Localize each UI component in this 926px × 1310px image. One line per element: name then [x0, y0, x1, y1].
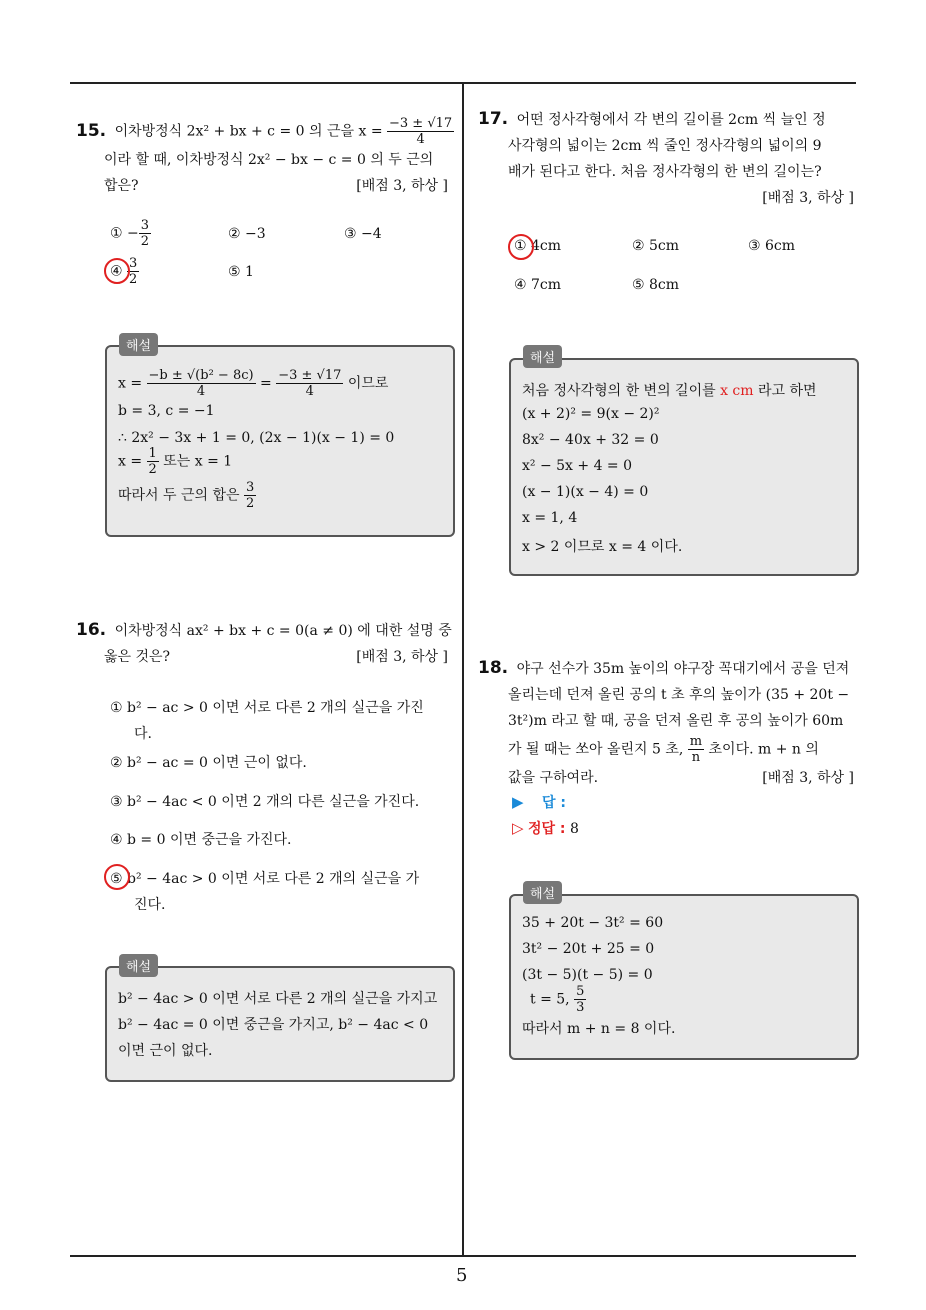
choice-3[interactable]: ③ 6cm — [748, 238, 796, 254]
solution-tag: 해설 — [523, 345, 562, 368]
fraction: $\frac{m}{n}$ — [689, 734, 703, 765]
question-text: 올리는데 던져 올린 공의 t 초 후의 높이가 (35 + 20t − — [508, 687, 850, 703]
solution-line-2: (x + 2)² = 9(x − 2)² — [522, 406, 660, 422]
key-label: 정답 : — [528, 821, 566, 837]
score-label: [배점 3, 하상 ] — [762, 190, 854, 206]
solution-line-5: (x − 1)(x − 4) = 0 — [522, 484, 649, 500]
solution-line-3: ∴ 2x² − 3x + 1 = 0, (2x − 1)(x − 1) = 0 — [118, 430, 395, 446]
question-text: 가 될 때는 쏘아 올린지 5 초, — [508, 741, 688, 758]
solution-line-4: x = $\frac{1}{2}$ 또는 x = 1 — [118, 446, 233, 477]
solution-line-2: b = 3, c = −1 — [118, 403, 215, 419]
choice-4[interactable]: ④ b = 0 이면 중근을 가진다. — [110, 832, 292, 848]
choice-3[interactable]: ③ −4 — [344, 226, 382, 242]
answer-row — [512, 792, 566, 812]
choice-5-cont: 진다. — [134, 897, 166, 913]
column-divider — [462, 82, 464, 1256]
choice-1-cont: 다. — [134, 726, 152, 742]
solution-line-4: x² − 5x + 4 = 0 — [522, 458, 633, 474]
solution-line-5: 따라서 두 근의 합은 $\frac{3}{2}$ — [118, 480, 255, 511]
solution-tag: 해설 — [119, 333, 158, 356]
question-18 — [478, 655, 858, 791]
answer-label: 답 : — [542, 795, 566, 811]
solution-line-1: b² − 4ac > 0 이면 서로 다른 2 개의 실근을 가지고 — [118, 991, 438, 1007]
choice-5[interactable]: ⑤ 1 — [228, 264, 254, 280]
choice-1[interactable]: ① b² − ac > 0 이면 서로 다른 2 개의 실근을 가진 — [110, 700, 424, 716]
solution-line-3: (3t − 5)(t − 5) = 0 — [522, 967, 653, 983]
solution-tag: 해설 — [119, 954, 158, 977]
question-text: 이차방정식 ax² + bx + c = 0(a ≠ 0) 에 대한 설명 중 — [114, 623, 452, 639]
solution-line-6: x = 1, 4 — [522, 510, 578, 526]
key-row — [512, 818, 579, 838]
solution-line-7: x > 2 이므로 x = 4 이다. — [522, 539, 683, 555]
fraction: $\frac{-3 \pm √17}{4}$ — [389, 116, 453, 147]
question-text: 합은? — [104, 178, 139, 194]
solution-tag: 해설 — [523, 881, 562, 904]
solution-line-2: b² − 4ac = 0 이면 중근을 가지고, b² − 4ac < 0 — [118, 1017, 429, 1033]
solution-line-1: x = $\frac{\text{−b ± √(b² − 8c)}}{4}$ = $\frac{-3 \pm √17}{4}$ 이므로 — [118, 368, 389, 399]
choice-4[interactable]: ④ 7cm — [514, 277, 562, 293]
question-text: 옳은 것은? — [104, 649, 171, 665]
answer-mark-circle — [104, 258, 130, 284]
question-text: 이차방정식 2x² + bx + c = 0 의 근을 x = — [114, 123, 388, 140]
question-text: 초이다. m + n 의 — [704, 741, 819, 758]
question-number: 18. — [478, 658, 509, 678]
score-label: [배점 3, 하상 ] — [356, 178, 448, 194]
choice-2[interactable]: ② 5cm — [632, 238, 680, 254]
score-label: [배점 3, 하상 ] — [762, 770, 854, 786]
choice-2[interactable]: ② −3 — [228, 226, 266, 242]
question-16 — [76, 617, 454, 670]
solution-line-3: 8x² − 40x + 32 = 0 — [522, 432, 659, 448]
choice-1[interactable]: ① 4cm — [514, 238, 562, 254]
choice-2[interactable]: ② b² − ac = 0 이면 근이 없다. — [110, 755, 307, 771]
choice-3[interactable]: ③ b² − 4ac < 0 이면 2 개의 다른 실근을 가진다. — [110, 794, 420, 810]
answer-mark-circle — [104, 864, 130, 890]
question-15 — [76, 116, 454, 199]
solution-line-4: t = 5, $\frac{5}{3}$ — [530, 984, 585, 1015]
question-number: 15. — [76, 120, 107, 141]
question-text: 3t²)m 라고 할 때, 공을 던져 올린 후 공의 높이가 60m — [508, 713, 844, 729]
solution-line-3: 이면 근이 없다. — [118, 1043, 213, 1059]
choice-5[interactable]: ⑤ b² − 4ac > 0 이면 서로 다른 2 개의 실근을 가 — [110, 871, 420, 887]
question-text: 야구 선수가 35m 높이의 야구장 꼭대기에서 공을 던져 — [516, 661, 850, 677]
choice-4[interactable]: ④ $\frac{3}{2}$ — [110, 256, 138, 287]
question-text: 배가 된다고 한다. 처음 정사각형의 한 변의 길이는? — [508, 164, 822, 180]
question-number: 16. — [76, 620, 107, 640]
solution-line-5: 따라서 m + n = 8 이다. — [522, 1021, 676, 1037]
score-label: [배점 3, 하상 ] — [356, 649, 448, 665]
question-text: 이라 할 때, 이차방정식 2x² − bx − c = 0 의 두 근의 — [104, 152, 434, 168]
play-icon: ▶ — [512, 793, 524, 811]
page-number: 5 — [456, 1265, 468, 1286]
key-value: 8 — [569, 821, 579, 837]
answer-mark-circle — [508, 234, 534, 260]
question-text: 사각형의 넓이는 2cm 씩 줄인 정사각형의 넓이의 9 — [508, 138, 822, 154]
choice-1[interactable]: ① − $\frac{3}{2}$ — [110, 218, 150, 249]
question-number: 17. — [478, 109, 509, 129]
solution-line-1: 처음 정사각형의 한 변의 길이를 x cm 라고 하면 — [522, 383, 817, 399]
choice-5[interactable]: ⑤ 8cm — [632, 277, 680, 293]
solution-line-1: 35 + 20t − 3t² = 60 — [522, 915, 664, 931]
question-text: 값을 구하여라. — [508, 770, 599, 786]
question-text: 어떤 정사각형에서 각 변의 길이를 2cm 씩 늘인 정 — [516, 112, 826, 128]
bottom-rule — [70, 1255, 856, 1257]
question-17 — [478, 106, 858, 211]
outline-play-icon: ▷ — [512, 819, 524, 837]
solution-line-2: 3t² − 20t + 25 = 0 — [522, 941, 655, 957]
